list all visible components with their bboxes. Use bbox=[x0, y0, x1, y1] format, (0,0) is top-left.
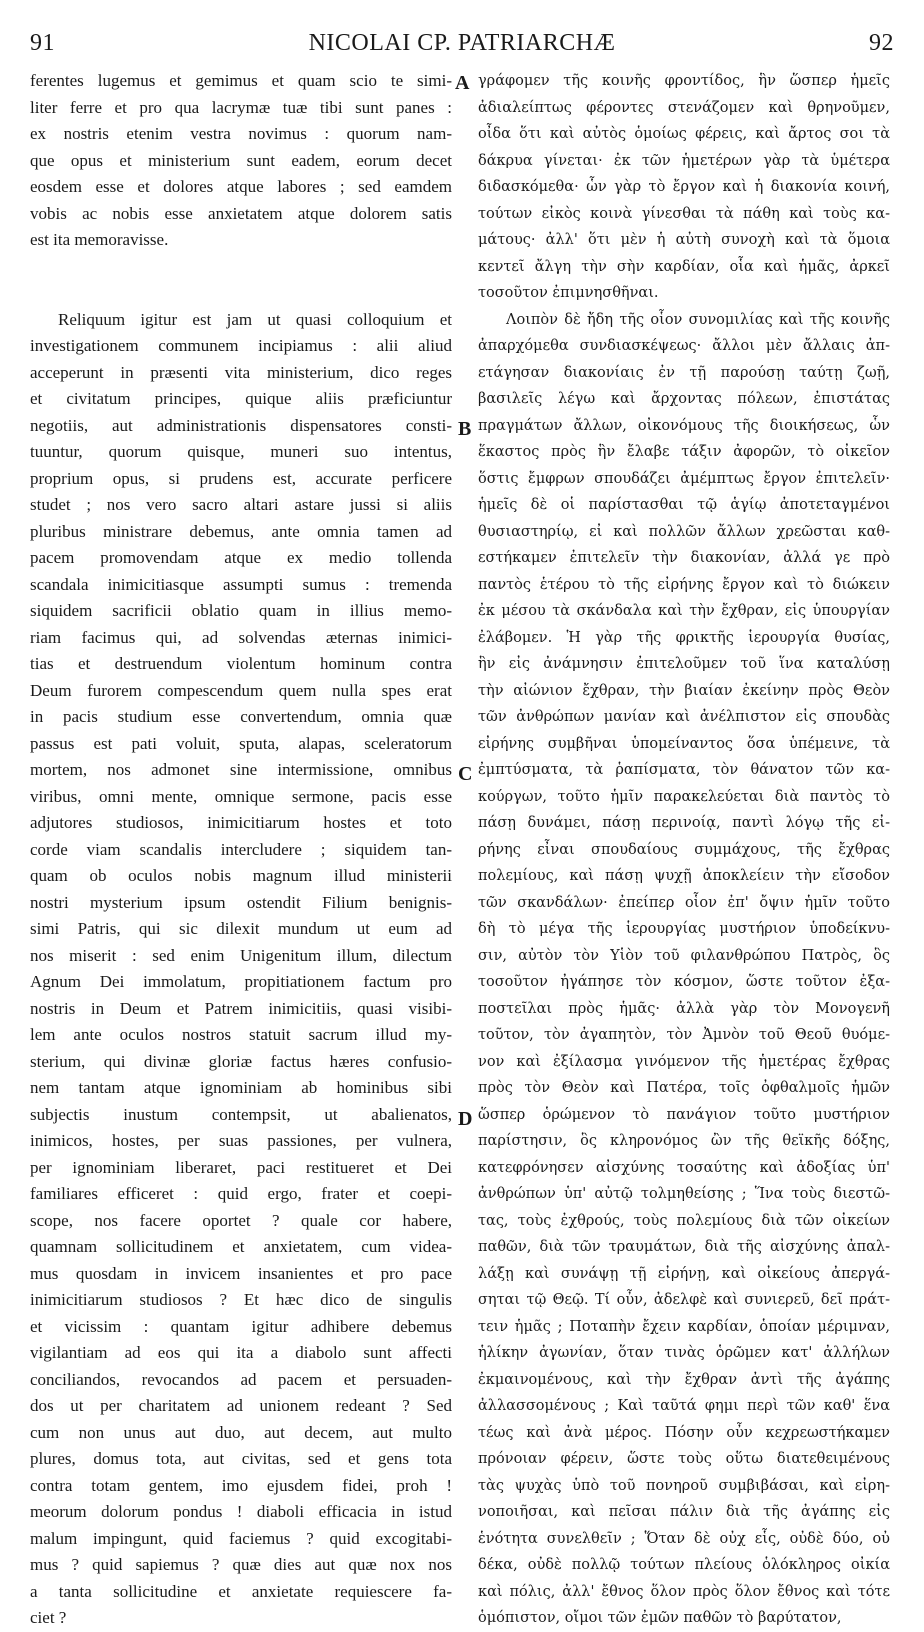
text-line: nostris in Deum et Patrem inimicitiis, quasi visibi- bbox=[30, 998, 452, 1018]
text-line: ἀνθρώπων ὑπ' αὐτῷ τολμηθείσης ; Ἵνα τοὺς διεστῶ- bbox=[478, 1186, 890, 1202]
text-line: siquidem sacrificii oblatio quam in illius memo- bbox=[30, 601, 452, 620]
text-line: εἰρήνης συμβῆναι ὑπομείναντος ὅσα ὑπέμεινε, τὰ bbox=[478, 735, 890, 752]
text-line: mus ? quid sapiemus ? quæ dies aut quæ nox nos bbox=[30, 1555, 452, 1574]
text-line: Deum furorem compescendum quem nulla spes erat bbox=[30, 680, 452, 700]
text-line: νοποιῆσαι, καὶ πεῖσαι πάλιν διὰ τῆς ἀγάπης εἰς bbox=[478, 1504, 890, 1520]
text-line: Agnum Dei immolatum, propitiationem factum pro bbox=[30, 972, 452, 991]
text-line: investigationem communem incipiamus : alii aliud bbox=[30, 336, 452, 355]
text-line: subjectis inustum contempsit, ut abalienatos, bbox=[30, 1104, 452, 1124]
text-line: τούτων εἰκὸς κοινὰ γίνεσθαι τὰ πάθη καὶ τοὺς κα- bbox=[478, 205, 890, 222]
text-line: contra totam gentem, imo ejusdem fidei, proh ! bbox=[30, 1475, 452, 1495]
text-line: lem ante oculos nostros statuit sacrum illud my- bbox=[30, 1025, 452, 1044]
text-line: ἕκαστος πρὸς ἣν ἔλαβε τάξιν ἀφορῶν, τὸ οἰκεῖον bbox=[478, 444, 890, 460]
text-line: σιν, αὐτὸν τὸν Υἱὸν τοῦ φιλανθρώπου Πατρὸς, ὃς bbox=[478, 947, 890, 964]
text-line: ἐλάβομεν. Ἡ γὰρ τῆς φρικτῆς ἱερουργία θυσίας, bbox=[478, 629, 890, 646]
text-line: εστήκαμεν ἐπιτελεῖν τὴν διακονίαν, ἀλλά γε πρὸ bbox=[478, 550, 890, 566]
text-line: et civitatum principes, quique aliis præficiuntur bbox=[30, 389, 452, 408]
text-line: τοῦτον, τὸν ἀγαπητὸν, τὸν Ἀμνὸν τοῦ Θεοῦ θυόμε- bbox=[478, 1027, 890, 1043]
text-line: λάξῃ καὶ συνάψῃ τῇ εἰρήνῃ, καὶ οἰκείους ἀπεργά- bbox=[478, 1265, 890, 1282]
text-line: τοσοῦτον ἠγάπησε τὸν κόσμον, ὥστε τοῦτον ἐξα- bbox=[478, 974, 890, 990]
text-line: ἐκμαινομένους, καὶ τὴν ἔχθραν ἀντὶ τῆς ἀγάπης bbox=[478, 1371, 890, 1388]
text-line: Reliquum igitur est jam ut quasi colloquium et bbox=[58, 309, 452, 329]
section-marker-d: D bbox=[458, 1108, 473, 1130]
text-line: κεντεῖ ἄλγη τὴν σὴν καρδίαν, οἷα καὶ ἡμᾶς, ἀρκεῖ bbox=[478, 258, 890, 275]
text-line: que opus et ministerium sunt eadem, eorum decet bbox=[30, 150, 452, 170]
text-line: σηται τῷ Θεῷ. Τί οὖν, ἀδελφὲ καὶ συνιερεῦ, δεῖ πράτ- bbox=[478, 1292, 890, 1308]
text-line: τὰς ψυχὰς ὑπὸ τοῦ πονηροῦ συμβιβάσαι, καὶ εἰρη- bbox=[478, 1477, 890, 1494]
text-line: ἑνότητα συνελθεῖν ; Ὅταν δὲ οὐχ εἷς, οὐδὲ δύο, οὐ bbox=[478, 1530, 890, 1547]
text-line: liter ferre et pro qua lacrymæ tuæ tibi sunt panes : bbox=[30, 97, 452, 117]
text-line: studet ; nos vero sacro altari astare jussi si aliis bbox=[30, 495, 452, 514]
text-line: ferentes lugemus et gemimus et quam scio te simi- bbox=[30, 71, 452, 90]
text-line: τας, τοὺς ἐχθρούς, τοὺς πολεμίους διὰ τῶν οἰκείων bbox=[478, 1212, 890, 1229]
text-line: καὶ πόλις, ἀλλ' ἔθνος ὅλον πρὸς ὅλον ἔθνος καὶ τότε bbox=[478, 1583, 890, 1600]
text-line: ἀπαρχόμεθα συνδιασκέψεως· ἄλλοι μὲν ἄλλαις ἀπ- bbox=[478, 338, 890, 354]
text-line: sterium, qui divinæ gloriæ factus hæres confusio- bbox=[30, 1051, 452, 1071]
text-line: ὁμόπιστον, οἴμοι τῶν ἐμῶν παθῶν τὸ βαρύτατον, bbox=[478, 1610, 842, 1626]
text-line: ὅστις ἔμφρων σπουδάζει ἀμέμπτως ἔργον ἐπιτελεῖν· bbox=[478, 470, 890, 487]
text-line: τῶν σκανδάλων· ἐπείπερ οἷον ἐπ' ὄψιν ἡμῖν τοῦτο bbox=[478, 894, 890, 911]
text-line: τὴν αἰώνιον ἔχθραν, τὴν βιαίαν ἐκείνην πρὸς Θεὸν bbox=[478, 682, 890, 699]
text-line: eosdem esse et dolores atque labores ; sed eamdem bbox=[30, 177, 452, 196]
text-line: inimicos, hostes, per suas passiones, per vulnera, bbox=[30, 1131, 452, 1150]
text-line: μάτους· ἀλλ' ὅτι μὲν ἡ αὐτὴ συνοχὴ καὶ τὰ ὅμοια bbox=[478, 232, 890, 248]
text-line: βασιλεῖς λέγω καὶ ἄρχοντας πόλεων, ἐπιστάτας bbox=[478, 391, 890, 407]
text-line: simi Patris, qui sic dilexit mundum ut eum ad bbox=[30, 919, 452, 938]
text-line: πάσῃ δυνάμει, πάσῃ περινοίᾳ, παντὶ λόγῳ τῆς εἰ- bbox=[478, 815, 890, 831]
page-header bbox=[30, 30, 894, 64]
text-line: nos miserit : sed enim Unigenitum illum, dilectum bbox=[30, 945, 452, 965]
text-line: adjutores studiosos, inimicitiarum hostes et toto bbox=[30, 813, 452, 832]
text-line: quam ob oculos nobis magnum illud ministerii bbox=[30, 866, 452, 885]
text-line: πρὸς τὸν Θεὸν καὶ Πατέρα, τοῖς ὀφθαλμοῖς ἡμῶν bbox=[478, 1080, 890, 1096]
text-line: ὥσπερ ὁρώμενον τὸ πανάγιον τοῦτο μυστήριον bbox=[478, 1106, 890, 1123]
text-line: tias et destruendum violentum hominum contra bbox=[30, 654, 452, 673]
text-line: ἀλλασσομένους ; Καὶ ταῦτά φημι περὶ τῶν καθ' ἕνα bbox=[478, 1398, 890, 1414]
page-number-right: 92 bbox=[869, 30, 894, 56]
greek-column bbox=[478, 68, 890, 1632]
text-line: πολεμίους, καὶ πάσῃ ψυχῇ ἀποκλείειν τὴν εἴσοδον bbox=[478, 868, 890, 884]
text-line: malum impingunt, quid faciemus ? quid excogitabi- bbox=[30, 1528, 452, 1548]
text-line: riam facimus qui, ad solvendas æternas inimici- bbox=[30, 627, 452, 647]
text-line: scandala inimicitiasque assumpti sumus : tremenda bbox=[30, 574, 452, 594]
text-line: corde viam scandalis intercludere ; siquidem tan- bbox=[30, 839, 452, 859]
latin-column bbox=[30, 68, 452, 1632]
text-line: παρίστησιν, ὃς κληρονόμος ὢν τῆς θεϊκῆς δόξης, bbox=[478, 1133, 890, 1149]
text-line: mus quosdam in invicem insanientes et pro pace bbox=[30, 1263, 452, 1283]
text-line: κατεφρόνησεν αἰσχύνης τοσαύτης καὶ ἀδοξίας ὑπ' bbox=[478, 1159, 890, 1176]
text-line: νον καὶ ἐξίλασμα γινόμενον τῆς ἡμετέρας ἔχθρας bbox=[478, 1053, 890, 1070]
text-line: ciet ? bbox=[30, 1608, 67, 1627]
text-line: in pacis studium esse convertendum, omnia quæ bbox=[30, 707, 452, 726]
text-line: dos ut per charitatem ad unionem redeant ? Sed bbox=[30, 1396, 452, 1415]
section-marker-b: B bbox=[458, 418, 472, 440]
text-line: ἡμεῖς δὲ οἱ παρίστασθαι τῷ ἁγίῳ ἀποτεταγμένοι bbox=[478, 497, 890, 513]
text-line: δάκρυα γίνεται· ἐκ τῶν ἡμετέρων γὰρ τὰ ὑμέτερα bbox=[478, 152, 890, 169]
text-line: διδασκόμεθα· ὧν γὰρ τὸ ἔργον καὶ ἡ διακονία κοινή, bbox=[478, 179, 890, 195]
text-line: ἐκ μέσου τὰ σκάνδαλα καὶ τὴν ἔχθραν, εἰς ὑπουργίαν bbox=[478, 603, 890, 619]
text-line: οἶδα ὅτι καὶ αὐτὸς ὁμοίως φέρεις, καὶ ἄρτος σοι τὰ bbox=[478, 126, 890, 142]
text-line: θυσιαστηρίῳ, εἰ καὶ πολλῶν ἄλλων χρεῶσται καθ- bbox=[478, 523, 890, 540]
text-line: negotiis, aut administrationis dispensatores consti- bbox=[30, 415, 452, 435]
text-line: nem tantam atque ignominiam ab hominibus sibi bbox=[30, 1078, 452, 1097]
text-line: ἡλίκην ἀγωνίαν, ὅταν τινὰς ὁρῶμεν κατ' ἀλλήλων bbox=[478, 1345, 890, 1361]
text-line: ἀδιαλείπτως φέροντες στενάζομεν καὶ θρηνοῦμεν, bbox=[478, 99, 890, 116]
text-line: ποστεῖλαι πρὸς ἡμᾶς· ἀλλὰ γὰρ τὸν Μονογενῆ bbox=[478, 1000, 890, 1017]
text-line: est ita memoravisse. bbox=[30, 230, 169, 249]
text-line: τοσοῦτον ἐπιμνησθῆναι. bbox=[478, 285, 659, 301]
paragraph-gap bbox=[30, 254, 452, 307]
text-line: κούργων, τοῦτο ἡμῖν παρακελεύεται διὰ παντὸς τὸ bbox=[478, 788, 890, 805]
text-line: quamnam sollicitudinem et anxietatem, cum videa- bbox=[30, 1237, 452, 1256]
text-line: familiares efficeret : quid ergo, frater et coepi- bbox=[30, 1184, 452, 1203]
text-line: inimicitiarum studiosos ? Et hæc dico de singulis bbox=[30, 1290, 452, 1309]
text-line: conciliandos, revocandos ad pacem et persuaden- bbox=[30, 1369, 452, 1389]
text-line: pacem promovendam atque ex medio tollenda bbox=[30, 548, 452, 567]
text-line: tuuntur, quorum quisque, muneri suo intentus, bbox=[30, 442, 452, 461]
text-line: proprium opus, si prudens est, accurate perficere bbox=[30, 468, 452, 488]
text-line: ex nostris etenim vestra novimus : quorum nam- bbox=[30, 124, 452, 143]
text-line: ἣν εἰς ἀνάμνησιν ἐπιτελοῦμεν τοῦ ἵνα καταλύσῃ bbox=[478, 656, 890, 672]
text-line: πρόνοιαν φέρειν, ὥστε τοὺς οὕτω διατεθειμένους bbox=[478, 1451, 890, 1467]
text-line: vobis ac nobis esse anxietatem atque dolorem satis bbox=[30, 203, 452, 223]
text-line: γράφομεν τῆς κοινῆς φροντίδος, ἣν ὥσπερ ἡμεῖς bbox=[478, 73, 890, 89]
text-line: Λοιπὸν δὲ ἤδη τῆς οἷον συνομιλίας καὶ τῆς κοινῆς bbox=[506, 311, 890, 328]
text-line: πραγμάτων ἄλλων, οἰκονόμους τῆς διοικήσεως, ὧν bbox=[478, 417, 890, 434]
text-line: ετάγησαν διακονίαις ἐν τῇ παρούσῃ ταύτῃ ζωῇ, bbox=[478, 364, 890, 381]
text-line: παθῶν, διὰ τῶν τραυμάτων, διὰ τῆς αἰσχύνης ἀπαλ- bbox=[478, 1239, 890, 1255]
text-line: cum non unus aut duo, aut decem, aut multo bbox=[30, 1422, 452, 1442]
text-line: nostri mysterium ipsum ostendit Filium benignis- bbox=[30, 892, 452, 912]
text-line: meorum dolorum pondus ! diaboli efficacia in istud bbox=[30, 1502, 452, 1521]
text-line: ρήνης εἶναι σπουδαίους συμμάχους, τῆς ἔχθρας bbox=[478, 841, 890, 858]
running-title: NICOLAI CP. PATRIARCHÆ bbox=[308, 30, 616, 56]
text-line: viribus, omni mente, omnique sermone, pacis esse bbox=[30, 786, 452, 806]
text-line: plures, domus tota, aut civitas, sed et gens tota bbox=[30, 1449, 452, 1468]
section-marker-a: A bbox=[455, 72, 470, 94]
text-line: scope, nos facere oportet ? quale cor habere, bbox=[30, 1210, 452, 1230]
text-line: acceperunt in præsenti vita ministerium, dico reges bbox=[30, 362, 452, 382]
text-line: τέως καὶ ἀνὰ μέρος. Πόσην οὖν κεχρεωστήκαμεν bbox=[478, 1424, 890, 1441]
text-line: et vicissim : quantam igitur adhibere debemus bbox=[30, 1316, 452, 1336]
text-line: ἐμπτύσματα, τὰ ῥαπίσματα, τὸν θάνατον τῶν κα- bbox=[478, 762, 890, 778]
text-line: mortem, nos admonet sine intermissione, omnibus bbox=[30, 760, 452, 779]
text-line: a tanta sollicitudine et anxietate requiescere fa- bbox=[30, 1581, 452, 1601]
text-line: δέκα, οὐδὲ πολλῷ τούτων πλείους ὁλόκληρος οἰκία bbox=[478, 1557, 890, 1573]
text-line: pluribus ministrare debemus, ante omnia tamen ad bbox=[30, 521, 452, 541]
page-number-left: 91 bbox=[30, 30, 55, 56]
text-line: τειν ἡμᾶς ; Ποταπὴν ἔχειν καρδίαν, ὁποίαν μέριμναν, bbox=[478, 1318, 890, 1335]
text-line: vigilantiam ad eos qui ita a diabolo sunt affecti bbox=[30, 1343, 452, 1362]
text-line: παντὸς ἑτέρου τὸ τῆς εἰρήνης ἔργον καὶ τὸ διώκειν bbox=[478, 576, 890, 593]
text-line: δὴ τὸ μέγα τῆς ἱερουργίας μυστήριον ὑποδείκνυ- bbox=[478, 921, 890, 937]
text-line: τῶν ἀνθρώπων μανίαν καὶ ἀνέλπιστον εἰς σπουδὰς bbox=[478, 709, 890, 725]
text-line: passus est pati voluit, sputa, alapas, sceleratorum bbox=[30, 733, 452, 753]
section-marker-c: C bbox=[458, 763, 473, 785]
text-line: per ignominiam liberaret, paci restitueret et Dei bbox=[30, 1157, 452, 1177]
